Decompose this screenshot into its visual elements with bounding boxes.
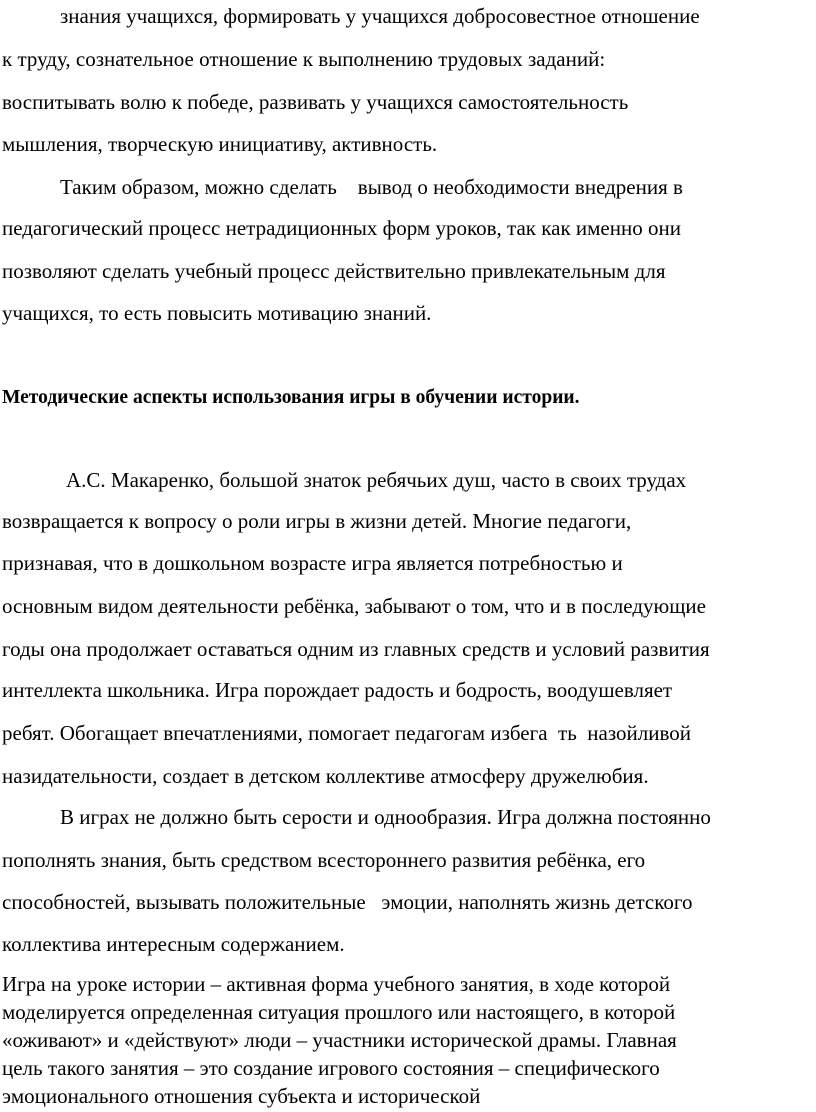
paragraph-3-line-2: возвращается к вопросу о роли игры в жизни детей. Многие педагоги,	[2, 509, 632, 533]
paragraph-2-line-3: позволяют сделать учебный процесс действительно привлекательным для	[2, 259, 666, 283]
paragraph-5-line-1: Игра на уроке истории – активная форма учебного занятия, в ходе которой	[2, 972, 671, 996]
paragraph-2-line-4: учащихся, то есть повысить мотивацию знаний.	[2, 301, 432, 325]
paragraph-1-line-3: воспитывать волю к победе, развивать у учащихся самостоятельность	[2, 90, 629, 114]
paragraph-4-line-2: пополнять знания, быть средством всестороннего развития ребёнка, его	[2, 848, 646, 872]
paragraph-4-line-1: В играх не должно быть серости и однообразия. Игра должна постоянно	[60, 805, 711, 829]
paragraph-4-line-3: способностей, вызывать положительные эмоции, наполнять жизнь детского	[2, 890, 693, 914]
paragraph-5-line-3: «оживают» и «действуют» люди – участники исторической драмы. Главная	[2, 1028, 677, 1052]
paragraph-3-line-7: ребят. Обогащает впечатлениями, помогает педагогам избега ть назойливой	[2, 721, 691, 745]
section-heading: Методические аспекты использования игры в обучении истории.	[2, 387, 580, 408]
paragraph-5-line-2: моделируется определенная ситуация прошлого или настоящего, в которой	[2, 1000, 676, 1024]
paragraph-3-line-8: назидательности, создает в детском коллективе атмосферу дружелюбия.	[2, 764, 649, 788]
paragraph-3-line-6: интеллекта школьника. Игра порождает радость и бодрость, воодушевляет	[2, 678, 673, 702]
paragraph-3-line-4: основным видом деятельности ребёнка, забывают о том, что и в последующие	[2, 594, 706, 618]
paragraph-3-line-5: годы она продолжает оставаться одним из главных средств и условий развития	[2, 637, 710, 661]
paragraph-1-line-2: к труду, сознательное отношение к выполнению трудовых заданий:	[2, 47, 606, 71]
paragraph-3-line-3: признавая, что в дошкольном возрасте игра является потребностью и	[2, 551, 623, 575]
paragraph-2-line-2: педагогический процесс нетрадиционных форм уроков, так как именно они	[2, 216, 681, 240]
paragraph-3-line-1: А.С. Макаренко, большой знаток ребячьих душ, часто в своих трудах	[66, 468, 687, 492]
paragraph-4-line-4: коллектива интересным содержанием.	[2, 932, 345, 956]
paragraph-5-line-5: эмоционального отношения субъекта и исторической	[2, 1084, 481, 1108]
paragraph-1-line-4: мышления, творческую инициативу, активность.	[2, 132, 438, 156]
paragraph-5-line-4: цель такого занятия – это создание игрового состояния – специфического	[2, 1056, 660, 1080]
paragraph-2-line-1: Таким образом, можно сделать вывод о необходимости внедрения в	[60, 175, 683, 199]
paragraph-1-line-1: знания учащихся, формировать у учащихся добросовестное отношение	[60, 4, 700, 28]
